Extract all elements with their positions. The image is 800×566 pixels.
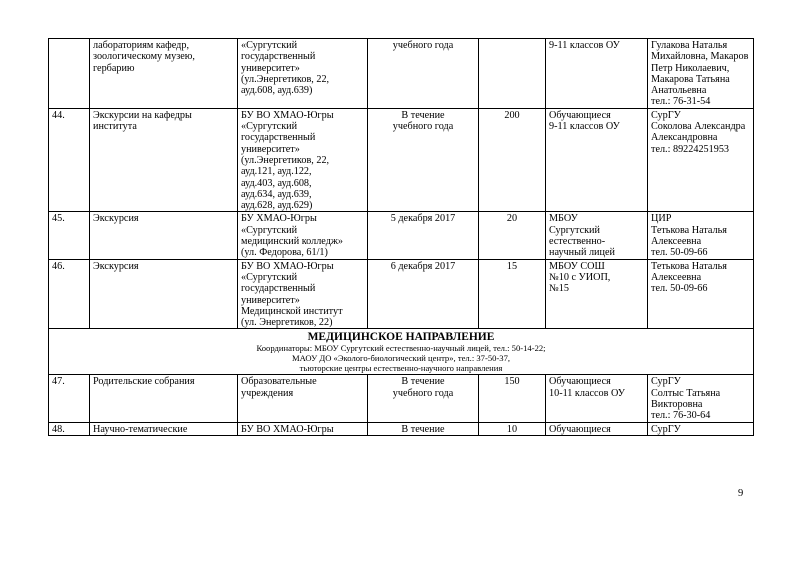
cell-place-line: «Сургутский — [241, 40, 298, 51]
cell-place-line: (ул. Энергетиков, 22) — [241, 317, 333, 329]
table-body-bottom — [49, 375, 754, 435]
cell-place-line: БУ ХМАО-Югры — [241, 213, 317, 225]
cell-participants — [546, 375, 648, 422]
section-coordinator-line: Координаторы: МБОУ Сургутский естественно-научный лицей, тел.: 50-14-22; — [256, 343, 546, 354]
cell-place-line: «Сургутский — [241, 224, 298, 236]
cell-activity — [90, 39, 238, 109]
cell-activity — [90, 259, 238, 329]
cell-participants-line: 10-11 классов ОУ — [549, 387, 625, 399]
cell-date-line: В течение — [401, 376, 445, 388]
cell-contact-line: СурГУ — [651, 109, 681, 121]
cell-place-line: БУ ВО ХМАО-Югры — [241, 260, 334, 272]
cell-date-line: 6 декабря 2017 — [390, 260, 456, 272]
cell-contact-line: Александровна — [651, 132, 718, 144]
cell-activity-line: института — [93, 121, 137, 133]
cell-count: 150 — [479, 375, 546, 422]
cell-place — [238, 39, 368, 109]
cell-place — [238, 259, 368, 329]
cell-participants-line: №10 с УИОП, — [549, 271, 611, 283]
cell-contact-line: тел. 50-09-66 — [651, 283, 708, 295]
page-number: 9 — [738, 488, 744, 499]
cell-contact-line: Гулакова Наталья — [651, 40, 728, 51]
cell-number: 47. — [49, 375, 90, 422]
cell-place-line: «Сургутский — [241, 271, 298, 283]
cell-contact-line: СурГУ — [651, 423, 681, 435]
cell-contact-line: Тетькова Наталья — [651, 260, 727, 272]
section-coordinator-line: тьюторские центры естественно-научного направления — [299, 363, 503, 374]
cell-date-line: 5 декабря 2017 — [390, 213, 456, 225]
cell-participants — [546, 39, 648, 109]
cell-participants-line: Обучающиеся — [549, 109, 611, 121]
table-row — [49, 108, 754, 212]
cell-place-line: университет» — [241, 143, 300, 155]
cell-date-line: В течение — [401, 423, 445, 435]
cell-date — [368, 39, 479, 109]
events-table — [48, 38, 754, 436]
cell-participants-line: МБОУ СОШ — [549, 260, 605, 272]
cell-contact-line: Соколова Александра — [651, 121, 746, 133]
cell-participants-line: МБОУ — [549, 213, 578, 225]
cell-count: 20 — [479, 212, 546, 259]
cell-activity-line: Экскурсия — [93, 260, 139, 272]
cell-place-line: Медицинской институт — [241, 305, 343, 317]
cell-date-line: учебного года — [392, 121, 454, 133]
table-row — [49, 259, 754, 329]
cell-place-line: (ул. Федорова, 61/1) — [241, 247, 328, 259]
cell-contact-line: Алексеевна — [651, 236, 702, 248]
cell-place — [238, 422, 368, 435]
cell-date — [368, 375, 479, 422]
cell-place-line: ауд.634, ауд.639, — [241, 188, 312, 200]
section-header-body — [49, 329, 754, 375]
cell-participants — [546, 108, 648, 212]
cell-place-line: «Сургутский — [241, 121, 298, 133]
table-row — [49, 375, 754, 422]
cell-count: 10 — [479, 422, 546, 435]
cell-place — [238, 375, 368, 422]
cell-contact — [648, 108, 754, 212]
cell-contact — [648, 259, 754, 329]
cell-activity-line: зоологическому музею, — [93, 51, 195, 63]
table-row — [49, 212, 754, 259]
cell-participants-line: Сургутский — [549, 224, 600, 236]
cell-participants-line: 9-11 классов ОУ — [549, 40, 620, 51]
cell-number: 44. — [49, 108, 90, 212]
section-title: МЕДИЦИНСКОЕ НАПРАВЛЕНИЕ — [307, 331, 495, 344]
cell-contact-line: Анатольевна — [651, 85, 707, 97]
cell-participants-line: Обучающиеся — [549, 376, 611, 388]
cell-place-line: Образовательные — [241, 376, 317, 388]
cell-participants-line: №15 — [549, 283, 569, 295]
table-row — [49, 39, 754, 109]
cell-contact-line: ЦИР — [651, 213, 672, 225]
cell-activity-line: лабораториям кафедр, — [93, 40, 189, 51]
cell-place-line: учреждения — [241, 387, 294, 399]
cell-contact-line: Алексеевна — [651, 271, 702, 283]
cell-place-line: университет» — [241, 62, 300, 74]
cell-contact-line: Солтыс Татьяна — [651, 387, 721, 399]
cell-place-line: государственный — [241, 132, 316, 144]
cell-activity — [90, 212, 238, 259]
cell-place — [238, 212, 368, 259]
cell-number: 46. — [49, 259, 90, 329]
cell-contact — [648, 422, 754, 435]
cell-contact — [648, 39, 754, 109]
cell-contact-line: Викторовна — [651, 399, 703, 411]
cell-place-line: медицинский колледж» — [241, 236, 344, 248]
cell-contact-line: тел. 50-09-66 — [651, 247, 708, 259]
cell-contact-line: тел.: 76-30-64 — [651, 410, 711, 422]
cell-contact-line: СурГУ — [651, 376, 681, 388]
cell-participants-line: научный лицей — [549, 247, 615, 259]
cell-contact-line: Михайловна, Макаров — [651, 51, 749, 63]
cell-contact — [648, 375, 754, 422]
cell-count: 200 — [479, 108, 546, 212]
cell-date-line: В течение — [401, 109, 445, 121]
cell-place — [238, 108, 368, 212]
cell-place-line: ауд.628, ауд.629) — [241, 200, 313, 212]
cell-place-line: (ул.Энергетиков, 22, — [241, 154, 330, 166]
cell-contact-line: Петр Николаевич, — [651, 62, 730, 74]
cell-activity-line: гербарию — [93, 62, 135, 74]
cell-contact-line: Тетькова Наталья — [651, 224, 727, 236]
cell-activity-line: Научно-тематические — [93, 423, 188, 435]
cell-number — [49, 39, 90, 109]
cell-date — [368, 259, 479, 329]
section-header-row — [49, 329, 754, 375]
cell-date-line: учебного года — [392, 387, 454, 399]
cell-participants — [546, 259, 648, 329]
cell-activity — [90, 108, 238, 212]
cell-activity-line: Экскурсия — [93, 213, 139, 225]
cell-participants-line: Обучающиеся — [549, 423, 611, 435]
cell-date — [368, 422, 479, 435]
cell-participants-line: 9-11 классов ОУ — [549, 121, 620, 133]
cell-participants — [546, 212, 648, 259]
table-body-top — [49, 39, 754, 329]
cell-place-line: (ул.Энергетиков, 22, — [241, 73, 330, 85]
section-header-cell — [49, 329, 754, 375]
cell-count — [479, 39, 546, 109]
cell-participants-line: естественно- — [549, 236, 606, 248]
cell-date — [368, 108, 479, 212]
cell-place-line: ауд.608, ауд.639) — [241, 85, 313, 97]
cell-date-line: учебного года — [392, 40, 454, 51]
cell-activity-line: Родительские собрания — [93, 376, 195, 388]
cell-date — [368, 212, 479, 259]
cell-place-line: ауд.403, ауд.608, — [241, 177, 312, 189]
cell-participants — [546, 422, 648, 435]
cell-activity-line: Экскурсии на кафедры — [93, 109, 192, 121]
cell-activity — [90, 422, 238, 435]
cell-place-line: университет» — [241, 294, 300, 306]
cell-contact-line: тел.: 76-31-54 — [651, 96, 711, 108]
cell-place-line: ауд.121, ауд.122, — [241, 166, 312, 178]
cell-number: 48. — [49, 422, 90, 435]
cell-contact-line: Макарова Татьяна — [651, 73, 730, 85]
cell-place-line: государственный — [241, 283, 316, 295]
cell-contact-line: тел.: 89224251953 — [651, 143, 730, 155]
cell-number: 45. — [49, 212, 90, 259]
section-coordinator-line: МАОУ ДО «Эколого-биологический центр», тел.: 37-50-37, — [291, 353, 511, 364]
cell-place-line: БУ ВО ХМАО-Югры — [241, 109, 334, 121]
cell-count: 15 — [479, 259, 546, 329]
cell-contact — [648, 212, 754, 259]
cell-place-line: БУ ВО ХМАО-Югры — [241, 423, 334, 435]
table-row — [49, 422, 754, 435]
cell-activity — [90, 375, 238, 422]
cell-place-line: государственный — [241, 51, 316, 63]
